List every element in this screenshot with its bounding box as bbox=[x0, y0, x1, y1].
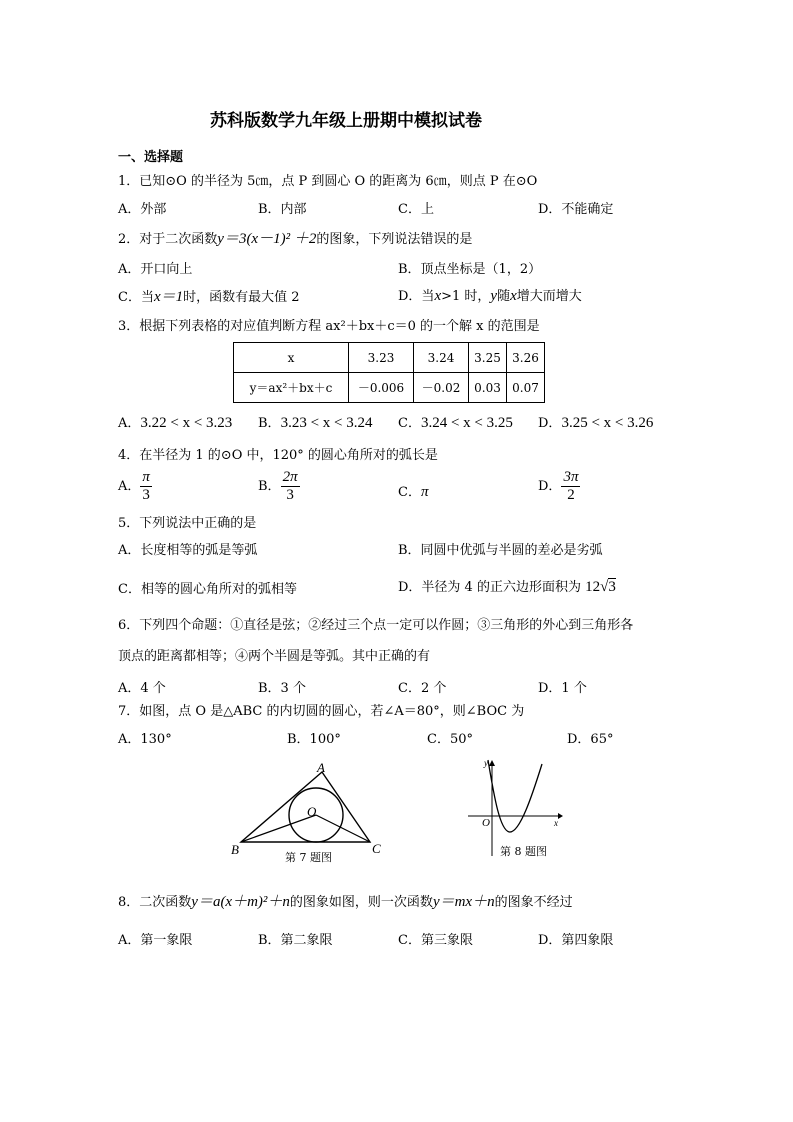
q6-stem-line2: 顶点的距离都相等；④两个半圆是等弧。其中正确的有 bbox=[118, 649, 431, 664]
q4-option-c bbox=[398, 481, 428, 501]
q2-option-b: B．顶点坐标是（1，2） bbox=[398, 262, 542, 277]
table-cell: －0.02 bbox=[414, 373, 469, 403]
table-cell: y＝ax²＋bx＋c bbox=[234, 373, 349, 403]
q7-option-a: A．130° bbox=[118, 732, 172, 747]
q5-stem: 5．下列说法中正确的是 bbox=[118, 516, 257, 531]
q4-d-label: D． bbox=[538, 479, 562, 494]
q3-a-label: A． bbox=[118, 416, 141, 431]
q2-option-a: A．开口向上 bbox=[118, 262, 193, 277]
center-label-o: O bbox=[307, 804, 317, 819]
table-cell: －0.006 bbox=[349, 373, 414, 403]
table-cell: 3.26 bbox=[507, 343, 545, 373]
q8-stem-pre: 8．二次函数 bbox=[118, 895, 192, 910]
q2-stem-post: 的图象，下列说法错误的是 bbox=[316, 232, 473, 247]
segment-bo bbox=[241, 815, 316, 842]
q5-option-b: B．同圆中优弧与半圆的差必是劣弧 bbox=[398, 543, 603, 558]
q3-option-c bbox=[398, 412, 513, 432]
q2-stem bbox=[118, 227, 472, 248]
table-cell: x bbox=[234, 343, 349, 373]
q7-option-b: B．100° bbox=[287, 732, 341, 747]
vertex-label-c: C bbox=[372, 841, 381, 856]
q2-d-mid: >1 时， bbox=[441, 289, 491, 304]
q5-option-c: C．相等的圆心角所对的弧相等 bbox=[118, 582, 297, 597]
table-row bbox=[234, 343, 545, 373]
q3-c-label: C． bbox=[398, 416, 421, 431]
q8-stem-mid: 的图象如图，则一次函数 bbox=[289, 895, 433, 910]
q7-stem: 7．如图，点 O 是△ABC 的内切圆的圆心，若∠A＝80°，则∠BOC 为 bbox=[118, 704, 525, 719]
table-cell: 3.24 bbox=[414, 343, 469, 373]
q4-b-fraction bbox=[281, 469, 300, 504]
x-axis-arrow bbox=[558, 813, 563, 819]
q4-a-label: A． bbox=[118, 479, 141, 494]
x-axis-label: x bbox=[554, 818, 558, 828]
q1-option-b: B．内部 bbox=[258, 202, 307, 217]
table-cell: 0.03 bbox=[469, 373, 507, 403]
q2-d-expr2: y bbox=[490, 288, 498, 304]
q8-option-a: A．第一象限 bbox=[118, 933, 193, 948]
q3-option-d bbox=[538, 412, 653, 432]
q6-option-d: D．1 个 bbox=[538, 681, 587, 696]
q2-c-expr: x＝1 bbox=[153, 289, 184, 305]
q8-expression-2: y＝mx＋n bbox=[432, 894, 495, 910]
fraction-numerator: 3π bbox=[563, 469, 579, 485]
q2-option-c bbox=[118, 285, 300, 306]
q5-option-a: A．长度相等的弧是等弧 bbox=[118, 543, 258, 558]
q3-b-label: B． bbox=[258, 416, 281, 431]
parabola-curve bbox=[488, 760, 542, 832]
q2-expression: y＝3(x－1)² ＋2 bbox=[217, 231, 317, 247]
triangle-abc bbox=[241, 772, 370, 842]
q7-option-d: D．65° bbox=[567, 732, 614, 747]
figure-7-triangle-incircle bbox=[225, 758, 395, 868]
q7-option-c: C．50° bbox=[427, 732, 473, 747]
q4-option-b bbox=[258, 469, 300, 504]
y-axis-arrow bbox=[489, 760, 495, 766]
page-title: 苏科版数学九年级上册期中模拟试卷 bbox=[210, 111, 482, 131]
q3-option-a bbox=[118, 412, 232, 432]
q4-d-fraction bbox=[561, 469, 580, 504]
origin-label: O bbox=[482, 817, 490, 829]
figure-8-parabola bbox=[462, 756, 572, 866]
q8-stem-post: 的图象不经过 bbox=[494, 895, 573, 910]
q3-d-value: 3.25 < x < 3.26 bbox=[561, 415, 654, 431]
q2-d-post: 增大而增大 bbox=[516, 289, 582, 304]
q4-stem: 4．在半径为 1 的⊙O 中，120° 的圆心角所对的弧长是 bbox=[118, 448, 438, 463]
q4-option-a bbox=[118, 469, 152, 504]
q5-d-coef: 12 bbox=[585, 579, 601, 595]
q1-option-a: A．外部 bbox=[118, 202, 167, 217]
vertex-label-a: A bbox=[317, 760, 325, 775]
q3-c-value: 3.24 < x < 3.25 bbox=[420, 415, 513, 431]
fraction-numerator: π bbox=[142, 469, 150, 485]
q1-stem: 1．已知⊙O 的半径为 5㎝，点 P 到圆心 O 的距离为 6㎝，则点 P 在⊙O bbox=[118, 174, 538, 189]
q6-option-b: B．3 个 bbox=[258, 681, 306, 696]
q1-option-c: C．上 bbox=[398, 202, 434, 217]
q2-c-pre: C．当 bbox=[118, 290, 154, 305]
table-row bbox=[234, 373, 545, 403]
y-axis-label: y bbox=[484, 758, 488, 768]
sqrt-symbol: √ bbox=[600, 579, 609, 595]
fraction-denominator: 2 bbox=[567, 487, 575, 503]
q4-c-value: π bbox=[420, 484, 429, 500]
q2-d-expr3: x bbox=[510, 288, 517, 304]
q8-option-d: D．第四象限 bbox=[538, 933, 614, 948]
vertex-label-b: B bbox=[231, 842, 239, 857]
q8-expression: y＝a(x＋m)²＋n bbox=[191, 894, 290, 910]
q5-d-radicand: 3 bbox=[608, 579, 616, 595]
figure-7-caption: 第 7 题图 bbox=[285, 851, 332, 864]
q3-b-value: 3.23 < x < 3.24 bbox=[280, 415, 373, 431]
fraction-denominator: 3 bbox=[142, 487, 150, 503]
q2-d-expr: x bbox=[434, 288, 442, 304]
q8-option-c: C．第三象限 bbox=[398, 933, 473, 948]
q2-d-pre: D．当 bbox=[398, 289, 435, 304]
table-cell: 3.23 bbox=[349, 343, 414, 373]
q3-value-table bbox=[233, 342, 545, 403]
q2-option-d bbox=[398, 285, 582, 305]
q6-option-c: C．2 个 bbox=[398, 681, 447, 696]
q2-stem-pre: 2．对于二次函数 bbox=[118, 232, 218, 247]
q2-c-post: 时，函数有最大值 2 bbox=[183, 290, 300, 305]
q6-option-a: A．4 个 bbox=[118, 681, 166, 696]
figure-8-caption: 第 8 题图 bbox=[500, 845, 547, 858]
q1-option-d: D．不能确定 bbox=[538, 202, 614, 217]
table-cell: 0.07 bbox=[507, 373, 545, 403]
q3-stem: 3．根据下列表格的对应值判断方程 ax²＋bx＋c＝0 的一个解 x 的范围是 bbox=[118, 319, 540, 334]
q5-d-pre: D．半径为 4 的正六边形面积为 bbox=[398, 580, 581, 595]
q5-option-d bbox=[398, 576, 616, 596]
fraction-numerator: 2π bbox=[282, 469, 298, 485]
q3-option-b bbox=[258, 412, 372, 432]
q4-c-label: C． bbox=[398, 485, 421, 500]
q4-b-label: B． bbox=[258, 479, 281, 494]
q3-a-value: 3.22 < x < 3.23 bbox=[140, 415, 233, 431]
q8-stem bbox=[118, 890, 573, 911]
q8-option-b: B．第二象限 bbox=[258, 933, 333, 948]
section-heading: 一、选择题 bbox=[118, 150, 184, 165]
q4-a-fraction bbox=[140, 469, 152, 504]
q3-d-label: D． bbox=[538, 416, 562, 431]
fraction-denominator: 3 bbox=[286, 487, 294, 503]
table-cell: 3.25 bbox=[469, 343, 507, 373]
q6-stem-line1: 6．下列四个命题：①直径是弦；②经过三个点一定可以作圆；③三角形的外心到三角形各 bbox=[118, 618, 634, 633]
q4-option-d bbox=[538, 469, 580, 504]
q2-d-mid2: 随 bbox=[497, 289, 511, 304]
